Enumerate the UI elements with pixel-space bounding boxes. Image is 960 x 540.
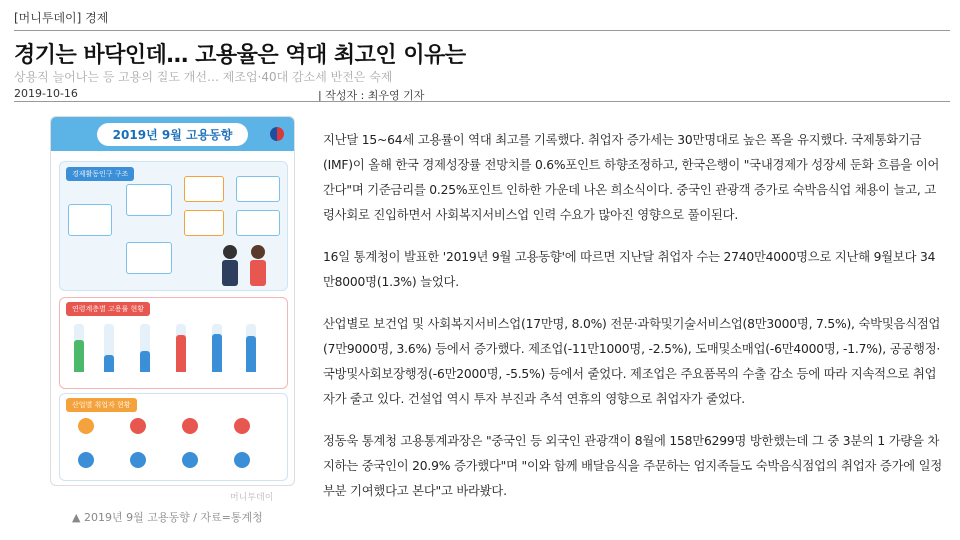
article-paragraph: 산업별로 보건업 및 사회복지서비스업(17만명, 8.0%) 전문·과학및기술서비스업(8만3000명, 7.5%), 숙박및음식점업(7만9000명, 3.6%) 등에서 증가했다. 제조업(-11만1000명, -2.5%), 도매및소매업(-6만4000명, -1.7%), 공공행정·국방및사회보장행정(-6만2000명, -5.5%) 등에서 줄었다. 제조업은 주요품목의 수출 감소 등에 따라 지속적으로 취업자가 줄고 있다. 건설업 역시 투자 부진과 추석 연휴의 영향으로 취업자가 줄었다. bbox=[323, 317, 941, 406]
diagram-node bbox=[68, 204, 112, 236]
industry-icon bbox=[234, 418, 250, 434]
diagram-node bbox=[184, 176, 224, 202]
industry-icon bbox=[182, 452, 198, 468]
diagram-node bbox=[126, 184, 172, 216]
image-caption: ▲ 2019년 9월 고용동향 / 자료=통계청 bbox=[72, 511, 263, 524]
section-label[interactable]: [머니투데이] 경제 bbox=[14, 11, 109, 25]
watermark: 머니투데이 bbox=[230, 493, 274, 503]
diagram-node bbox=[184, 210, 224, 236]
bar bbox=[212, 334, 222, 372]
industry-icon bbox=[78, 418, 94, 434]
article-paragraph: 정동욱 통계청 고용통계과장은 "중국인 등 외국인 관광객이 8월에 158만6299명 방한했는데 그 중 3분의 1 가량을 차지하는 중국인이 20.9% 증가했다"며 "이와 함께 배달음식을 주문하는 엄지족들도 숙박음식점업의 취업자 증가에 일정 부분 기여했다고 본다"고 바라봤다. bbox=[323, 434, 943, 498]
bar bbox=[140, 351, 150, 372]
box-label: 경제활동인구 구조 bbox=[66, 167, 134, 181]
infographic-image bbox=[50, 116, 295, 486]
infographic-employment-by-industry bbox=[59, 393, 288, 481]
diagram-node bbox=[236, 210, 280, 236]
industry-icon bbox=[78, 452, 94, 468]
box-label: 연령계층별 고용률 현황 bbox=[66, 302, 150, 316]
article-body bbox=[323, 128, 945, 521]
diagram-node bbox=[126, 242, 172, 274]
people-illustration-icon bbox=[210, 242, 280, 288]
diagram-node bbox=[236, 176, 280, 202]
bar bbox=[246, 336, 256, 372]
divider bbox=[14, 101, 950, 102]
bar bbox=[176, 335, 186, 372]
infographic-header bbox=[51, 117, 294, 151]
bar bbox=[104, 355, 114, 372]
divider bbox=[14, 30, 950, 31]
industry-icon bbox=[130, 452, 146, 468]
infographic-employment-rate-by-age bbox=[59, 297, 288, 389]
industry-icon bbox=[234, 452, 250, 468]
box-label: 산업별 취업자 현황 bbox=[66, 398, 137, 412]
article-paragraph: 16일 통계청이 발표한 '2019년 9월 고용동향'에 따르면 지난달 취업자 수는 2740만4000명으로 지난해 9월보다 34만8000명(1.3%) 늘었다. bbox=[323, 250, 936, 289]
article-author: | 작성자 : 최우영 기자 bbox=[318, 89, 425, 102]
bar bbox=[74, 340, 84, 372]
statistics-korea-logo-icon bbox=[270, 127, 284, 141]
industry-icon bbox=[130, 418, 146, 434]
article-subtitle: 상용직 늘어나는 등 고용의 질도 개선… 제조업·40대 감소세 반전은 숙제 bbox=[14, 70, 393, 84]
article-paragraph: 지난달 15~64세 고용률이 역대 최고를 기록했다. 취업자 증가세는 30만명대로 높은 폭을 유지했다. 국제통화기금(IMF)이 올해 한국 경제성장률 전망치를 0.6%포인트 하향조정하고, 한국은행이 "국내경제가 성장세 둔화 흐름을 이어간다"며 기준금리를 0.25%포인트 인하한 가운데 나온 희소식이다. 중국인 관광객 증가로 숙박음식업 채용이 늘고, 고령사회로 진입하면서 사회복지서비스업 인력 수요가 많아진 영향으로 풀이된다. bbox=[323, 133, 940, 222]
infographic-title: 2019년 9월 고용동향 bbox=[97, 123, 249, 146]
industry-icon bbox=[182, 418, 198, 434]
infographic-population-structure bbox=[59, 161, 288, 291]
article-date: 2019-10-16 bbox=[14, 87, 78, 100]
article-title: 경기는 바닥인데… 고용율은 역대 최고인 이유는 bbox=[14, 43, 466, 68]
